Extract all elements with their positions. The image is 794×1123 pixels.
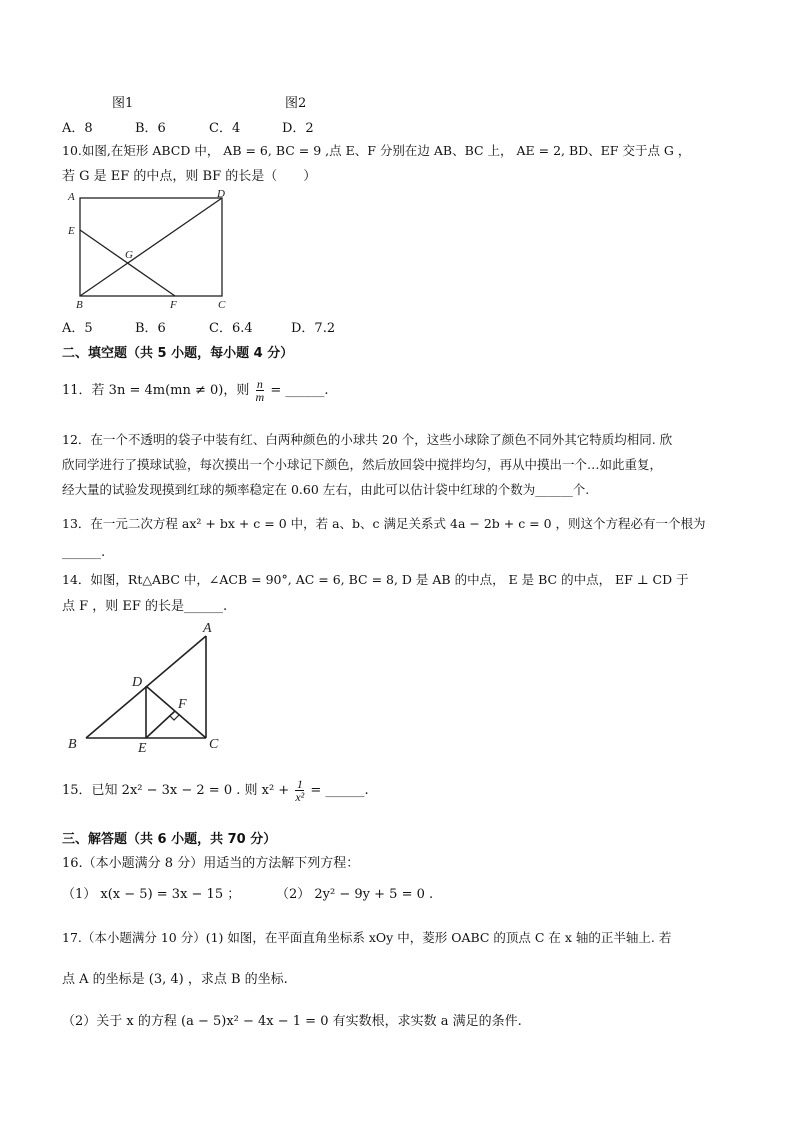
label-c: C (218, 299, 226, 310)
label-e: E (68, 225, 75, 237)
q14-line-2: 点 F ，则 EF 的长是______. (62, 599, 228, 614)
q16-part-2: （2） 2y² − 9y + 5 = 0 . (276, 887, 434, 902)
segment-ef (146, 711, 175, 738)
q17-line-1: 17.（本小题满分 10 分）(1) 如图，在平面直角坐标系 xOy 中，菱形 OABC 的顶点 C 在 x 轴的正半轴上. 若 (62, 930, 672, 945)
q10-option-c: C．6.4 (209, 321, 253, 336)
q15-suffix: = ______. (310, 783, 369, 798)
q17-line-2: 点 A 的坐标是 (3, 4) ，求点 B 的坐标. (62, 972, 288, 987)
q15-numerator: 1 (296, 777, 303, 791)
q15 (62, 778, 369, 803)
q15-denominator: x² (295, 790, 305, 804)
label-b: B (68, 737, 77, 752)
label-f: F (170, 299, 177, 310)
label-b: B (76, 299, 83, 310)
q16-part-1: （1） x(x − 5) = 3x − 15 ； (62, 887, 241, 902)
q10-rectangle-figure (62, 188, 242, 310)
diagonal-bd (80, 198, 222, 296)
right-angle-mark (170, 715, 179, 720)
q11 (62, 378, 328, 403)
section-2-title: 二、填空题（共 5 小题，每小题 4 分） (62, 346, 294, 361)
q15-fraction (295, 778, 304, 803)
figure-2-caption: 图2 (285, 96, 307, 111)
q11-fraction (256, 378, 265, 403)
q11-numerator: n (256, 377, 263, 391)
q11-prefix: 11．若 3n = 4m(mn ≠ 0)，则 (62, 383, 250, 398)
q11-suffix: = ______. (270, 383, 329, 398)
label-f: F (178, 697, 187, 712)
q15-prefix: 15．已知 2x² − 3x − 2 = 0 . 则 x² + (62, 783, 290, 798)
q12-line-3: 经大量的试验发现摸到红球的频率稳定在 0.60 左右，由此可以估计袋中红球的个数为______个. (62, 482, 590, 497)
q10-option-a: A．5 (62, 321, 93, 336)
label-g: G (125, 249, 133, 261)
q10-line-2: 若 G 是 EF 的中点，则 BF 的长是（ ） (62, 169, 317, 184)
label-c: C (209, 737, 219, 752)
q12-line-1: 12．在一个不透明的袋子中装有红、白两种颜色的小球共 20 个，这些小球除了颜色不同外其它特质均相同. 欣 (62, 432, 673, 447)
q11-denominator: m (255, 390, 265, 404)
q14-triangle-figure (62, 618, 232, 754)
figure-1-caption: 图1 (112, 96, 134, 111)
q13-line-1: 13．在一元二次方程 ax² + bx + c = 0 中，若 a、b、c 满足关系式 4a − 2b + c = 0 ，则这个方程必有一个根为 (62, 516, 706, 531)
label-d: D (217, 188, 225, 200)
q9-option-c: C．4 (209, 121, 241, 136)
q13-line-2: ______. (62, 545, 106, 560)
q16-line-1: 16.（本小题满分 8 分）用适当的方法解下列方程： (62, 856, 360, 871)
label-e: E (138, 741, 147, 754)
q12-line-2: 欣同学进行了摸球试验，每次摸出一个小球记下颜色，然后放回袋中搅拌均匀，再从中摸出一个…如此重复， (62, 457, 663, 472)
label-a: A (203, 621, 212, 636)
q9-option-d: D．2 (282, 121, 314, 136)
q17-line-3: （2）关于 x 的方程 (a − 5)x² − 4x − 1 = 0 有实数根，求实数 a 满足的条件. (62, 1014, 522, 1029)
q9-option-a: A．8 (62, 121, 93, 136)
label-d: D (132, 675, 143, 690)
q10-option-d: D．7.2 (291, 321, 336, 336)
q9-option-b: B．6 (135, 121, 166, 136)
label-a: A (68, 191, 75, 203)
section-3-title: 三、解答题（共 6 小题，共 70 分） (62, 832, 277, 847)
q14-line-1: 14．如图，Rt△ABC 中，∠ACB = 90°, AC = 6, BC = 8, D 是 AB 的中点， E 是 BC 的中点， EF ⊥ CD 于 (62, 572, 689, 587)
q10-line-1: 10.如图,在矩形 ABCD 中， AB = 6, BC = 9 ,点 E、F 分别在边 AB、BC 上， AE = 2, BD、EF 交于点 G ， (62, 143, 691, 158)
q10-option-b: B．6 (135, 321, 166, 336)
